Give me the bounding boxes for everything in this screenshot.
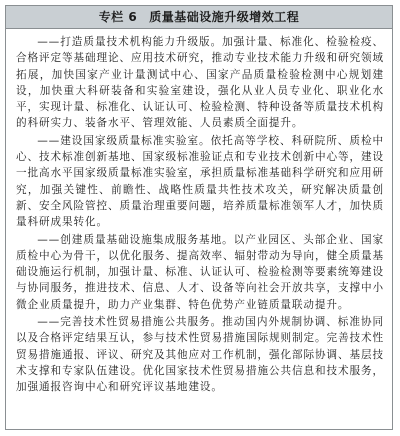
box-header <box>6 6 392 29</box>
paragraph-national-laboratories: ——建设国家级质量标准实验室。依托高等学校、科研院所、质检中心、技术标准创新基地、国家级标准验证点和专业技术创新中心等，建设一批高水平国家级质量标准实验室，承担质量标准基础科学研究和应用研究，加强关键性、前瞻性、战略性质量共性技术攻关，研究解决质量创新、安全风险管控、质量治理重要问题，培养质量标准领军人才，加快质量科研成果转化。 <box>16 134 384 229</box>
paragraph-quality-institutions: ——打造质量技术机构能力升级版。加强计量、标准化、检验检疫、合格评定等基础理论、应用技术研究，推动专业技术能力升级和研究领域拓展，加快国家产业计量测试中心、国家产品质量检验检测中心规划建设，加快重大科研装备和实验室建设，强化从业人员专业化、职业化水平，实现计量、标准化、认证认可、检验检测、特种设备等质量技术机构的科研实力、装备水平、管理效能、人员素质全面提升。 <box>16 36 384 130</box>
paragraph-trade-measures: ——完善技术性贸易措施公共服务。推动国内外规制协调、标准协同以及合格评定结果互认，参与技术性贸易措施国际规则制定。完善技术性贸易措施通报、评议、研究及其他应对工作机制，强化部际协调、基层技术支撑和专家队伍建设。优化国家技术性贸易措施公共信息和技术服务，加强通报咨询中心和研究评议基地建设。 <box>16 316 384 394</box>
box-title: 质量基础设施升级增效工程 <box>149 10 300 24</box>
box-label: 专栏 6 <box>98 10 138 24</box>
paragraph-integrated-service-base: ——创建质量基础设施集成服务基地。以产业园区、头部企业、国家质检中心为骨干，以优化服务、提高效率、辐射带动为导向，健全质量基础设施运行机制，加强计量、标准、认证认可、检验检测等要素统筹建设与协同服务，推进技术、信息、人才、设备等向社会开放共享，支撑中小微企业质量提升，助力产业集群、特色优势产业链质量联动提升。 <box>16 233 384 311</box>
feature-box <box>5 5 393 430</box>
box-body <box>6 29 392 396</box>
